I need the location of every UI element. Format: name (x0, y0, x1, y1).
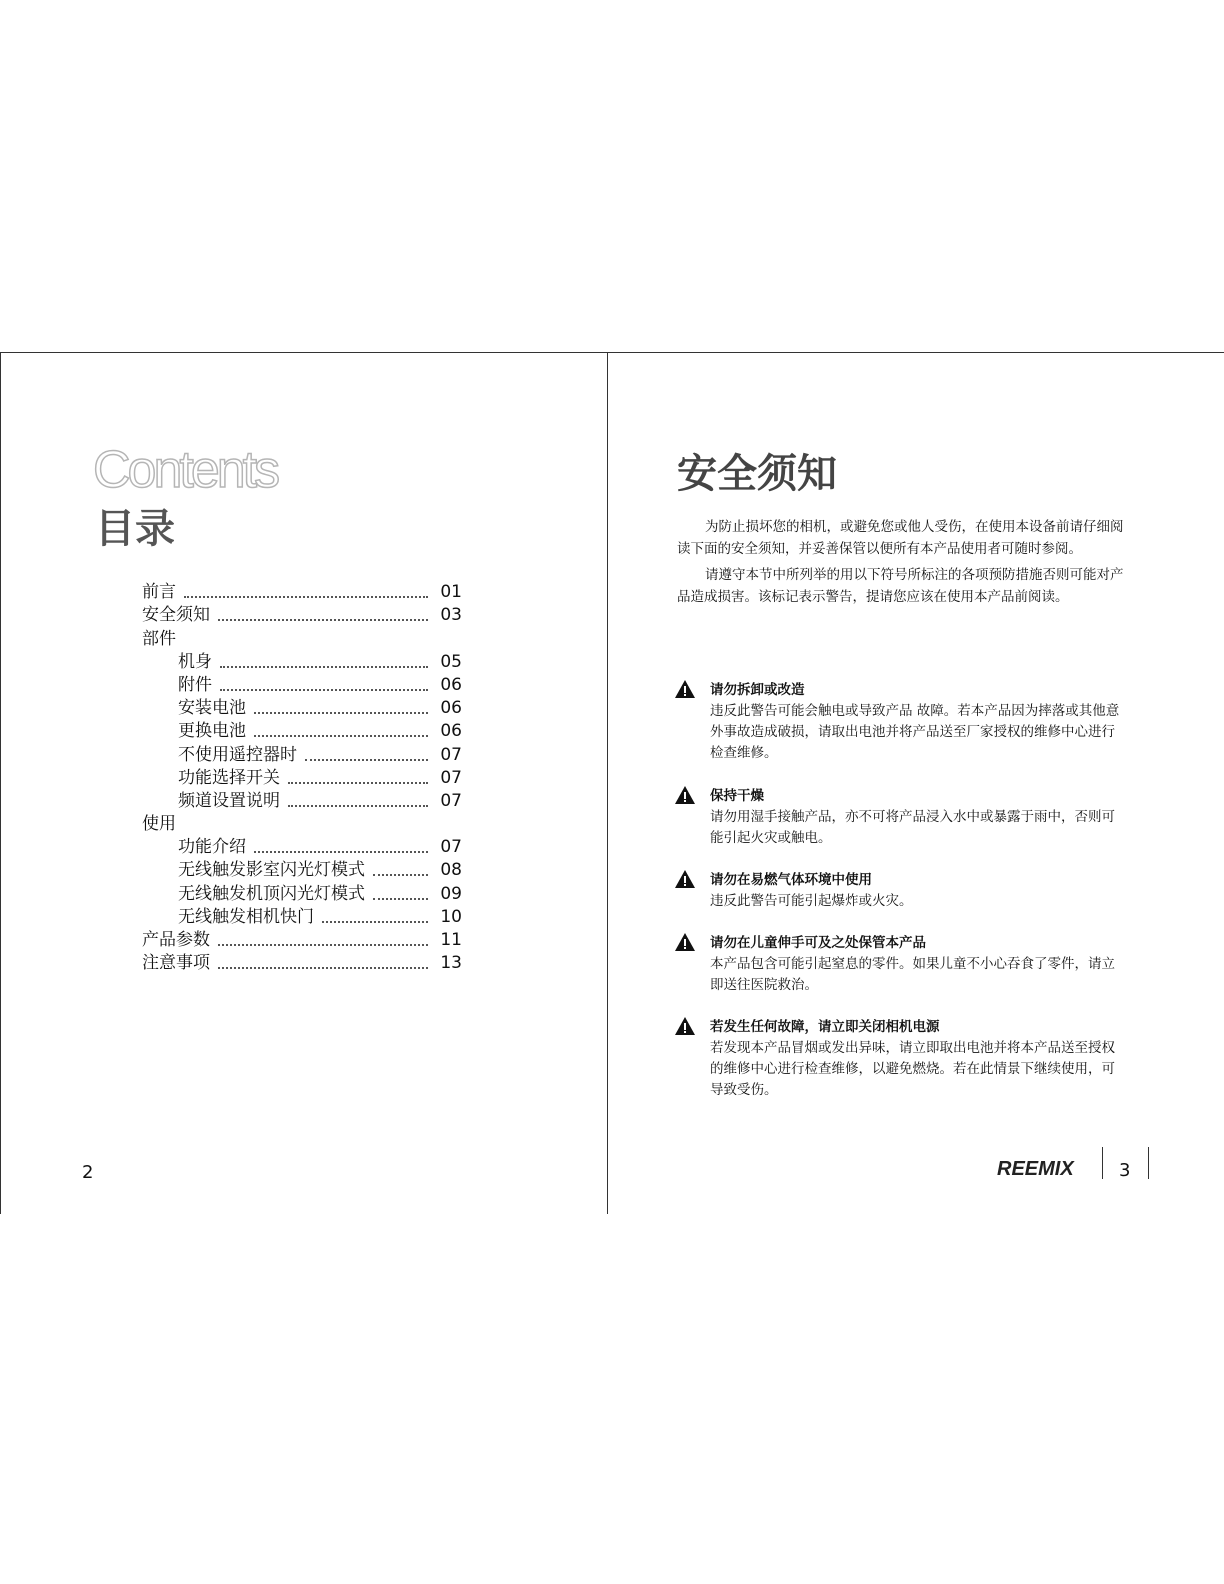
toc-page-number: 07 (440, 767, 462, 788)
toc-row (142, 790, 462, 813)
toc-label: 功能选择开关 (178, 767, 280, 788)
toc-leader (184, 596, 428, 598)
toc-label: 机身 (178, 651, 212, 672)
toc-page-number: 03 (440, 605, 462, 626)
toc-label: 安全须知 (142, 605, 210, 626)
footer-divider (1148, 1147, 1149, 1179)
toc-row (142, 859, 462, 882)
warning-body: 违反此警告可能引起爆炸或火灾。 (710, 893, 913, 909)
toc-label: 频道设置说明 (178, 790, 280, 811)
warning-body: 若发现本产品冒烟或发出异味，请立即取出电池并将本产品送至授权的维修中心进行检查维修，以避免燃烧。若在此情景下继续使用，可导致受伤。 (710, 1040, 1115, 1098)
toc-page-number: 06 (440, 698, 462, 719)
toc-row (142, 882, 462, 905)
toc-label: 产品参数 (142, 930, 210, 950)
toc-label: 无线触发机顶闪光灯模式 (178, 883, 365, 904)
warning-item (674, 1016, 1126, 1101)
warning-title: 请勿在儿童伸手可及之处保管本产品 (710, 935, 926, 951)
toc-leader (254, 712, 428, 714)
warning-triangle-icon (674, 869, 696, 889)
intro-paragraph: 请遵守本节中所列举的用以下符号所标注的各项预防措施否则可能对产品造成损害。该标记表示警告，提请您应该在使用本产品前阅读。 (677, 567, 1124, 605)
toc-leader (254, 851, 428, 853)
toc-page-number: 11 (440, 930, 462, 950)
warning-body: 违反此警告可能会触电或导致产品 故障。若本产品因为摔落或其他意外事故造成破损，请取出电池并将产品送至厂家授权的维修中心进行检查维修。 (710, 703, 1120, 761)
contents-title-en: Contents (93, 441, 278, 499)
toc-row (142, 767, 462, 790)
toc-leader (305, 759, 428, 761)
toc-row (142, 952, 462, 975)
page-number-left: 2 (82, 1162, 94, 1183)
safety-title: 安全须知 (677, 451, 837, 497)
toc-leader (218, 619, 428, 621)
warning-triangle-icon (674, 932, 696, 952)
toc-label: 附件 (178, 674, 212, 695)
toc-row (142, 627, 462, 650)
warning-title: 保持干燥 (710, 788, 764, 804)
toc-row (142, 813, 462, 836)
toc-page-number: 05 (440, 651, 462, 672)
warning-title: 请勿拆卸或改造 (710, 682, 805, 698)
warning-triangle-icon (674, 1016, 696, 1036)
toc-row (142, 743, 462, 766)
toc-leader (218, 944, 428, 946)
warning-item (674, 869, 1126, 912)
toc-label: 无线触发相机快门 (178, 906, 314, 927)
toc-leader (322, 921, 428, 923)
toc-label: 无线触发影室闪光灯模式 (178, 860, 365, 881)
toc-row (142, 581, 462, 604)
toc-row (142, 906, 462, 929)
toc-page-number: 07 (440, 837, 462, 858)
toc-page-number: 07 (440, 790, 462, 811)
intro-paragraph: 为防止损坏您的相机，或避免您或他人受伤，在使用本设备前请仔细阅读下面的安全须知，并妥善保管以便所有本产品使用者可随时参阅。 (677, 519, 1124, 557)
toc-leader (218, 967, 428, 969)
toc-leader (373, 898, 428, 900)
warning-triangle-icon (674, 679, 696, 699)
toc-label: 安装电池 (178, 698, 246, 719)
safety-intro (677, 516, 1127, 612)
toc-page-number: 07 (440, 744, 462, 765)
footer-divider (1102, 1147, 1103, 1179)
warning-title: 请勿在易燃气体环境中使用 (710, 872, 872, 888)
toc-row (142, 929, 462, 952)
toc-leader (373, 874, 428, 876)
toc-leader (288, 782, 428, 784)
warning-item (674, 679, 1126, 764)
toc-page-number: 08 (440, 860, 462, 881)
warning-triangle-icon (674, 785, 696, 805)
page-gutter-divider (607, 352, 608, 1214)
page-top-border (0, 352, 1224, 353)
warning-item (674, 932, 1126, 996)
toc-row (142, 651, 462, 674)
toc-label: 部件 (142, 628, 176, 649)
toc-leader (220, 689, 428, 691)
page-left-border (0, 352, 1, 1214)
toc-row (142, 674, 462, 697)
toc-label: 更换电池 (178, 721, 246, 742)
toc-page-number: 10 (440, 906, 462, 927)
toc-page-number: 09 (440, 883, 462, 904)
toc-label: 使用 (142, 814, 176, 835)
warning-body: 本产品包含可能引起窒息的零件。如果儿童不小心吞食了零件，请立即送往医院救治。 (710, 956, 1115, 993)
warning-body: 请勿用湿手接触产品，亦不可将产品浸入水中或暴露于雨中，否则可能引起火灾或触电。 (710, 809, 1115, 846)
toc-row (142, 836, 462, 859)
toc-page-number: 06 (440, 721, 462, 742)
warning-title: 若发生任何故障，请立即关闭相机电源 (710, 1019, 940, 1035)
page-number-right: 3 (1119, 1160, 1131, 1181)
toc-label: 前言 (142, 582, 176, 603)
table-of-contents (142, 581, 462, 975)
toc-label: 不使用遥控器时 (178, 744, 297, 765)
toc-row (142, 720, 462, 743)
toc-leader (220, 666, 428, 668)
toc-row (142, 697, 462, 720)
toc-label: 注意事项 (142, 953, 210, 974)
toc-row (142, 604, 462, 627)
contents-title-cn: 目录 (95, 506, 175, 552)
toc-leader (288, 805, 428, 807)
toc-page-number: 01 (440, 582, 462, 603)
brand-logo: REEMIX (997, 1158, 1074, 1180)
warning-item (674, 785, 1126, 849)
toc-leader (254, 735, 428, 737)
toc-label: 功能介绍 (178, 837, 246, 858)
toc-page-number: 13 (440, 953, 462, 974)
toc-page-number: 06 (440, 674, 462, 695)
